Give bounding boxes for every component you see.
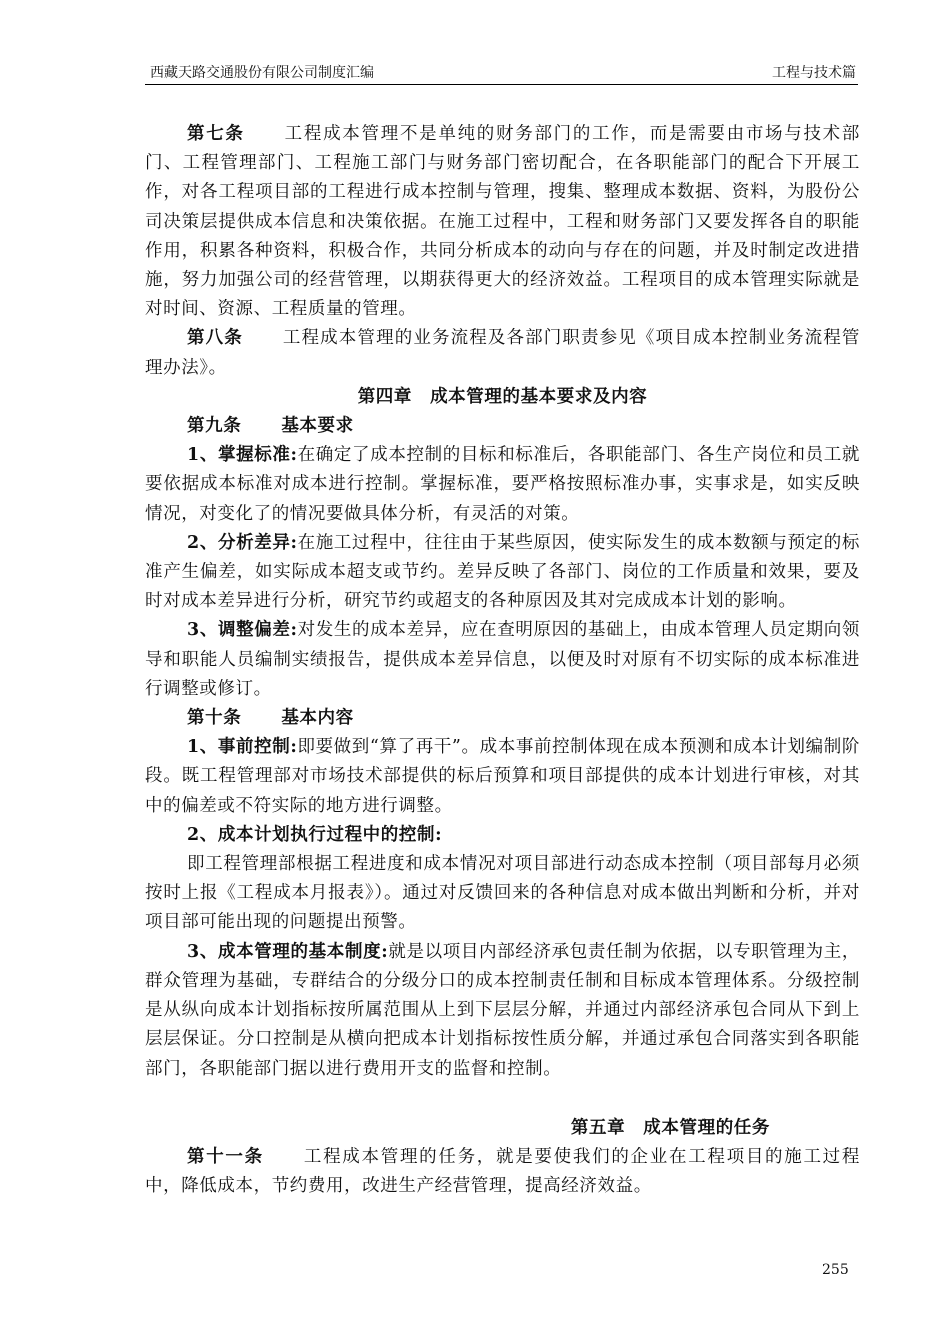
item-label: 1、事前控制: <box>187 737 298 758</box>
article-10-title: 基本内容 <box>281 708 354 729</box>
article-10-item-2-text: 即工程管理部根据工程进度和成本情况对项目部进行动态成本控制（项目部每月必须按时上报《工程成本月报表》）。通过对反馈回来的各种信息对成本做出判断和分析，并对项目部可能出现的问题提出预警。 <box>145 854 860 933</box>
article-11-label: 第十一条 <box>187 1146 264 1167</box>
header-left-title: 西藏天路交通股份有限公司制度汇编 <box>150 65 374 81</box>
chapter-5-title: 第五章 成本管理的任务 <box>570 1117 770 1138</box>
item-label: 3、调整偏差: <box>187 620 298 641</box>
item-label: 3、成本管理的基本制度: <box>187 941 389 962</box>
article-10-item-1 <box>145 733 860 821</box>
article-8-text: 工程成本管理的业务流程及各部门职责参见《项目成本控制业务流程管理办法》。 <box>145 328 860 378</box>
article-8-label: 第八条 <box>187 328 243 349</box>
item-text: 在确定了成本控制的目标和标准后，各职能部门、各生产岗位和员工就要依据成本标准对成本进行控制。掌握标准，要严格按照标准办事，实事求是，如实反映情况，对变化了的情况要做具体分析，有灵活的对策。 <box>145 445 860 524</box>
article-10-item-3 <box>145 938 860 1084</box>
item-text: 对发生的成本差异，应在查明原因的基础上，由成本管理人员定期向领导和职能人员编制实绩报告，提供成本差异信息，以便及时对原有不切实际的成本标准进行调整或修订。 <box>145 620 860 699</box>
item-label: 2、分析差异: <box>187 532 298 553</box>
article-11 <box>145 1143 860 1201</box>
item-text: 在施工过程中，往往由于某些原因，使实际发生的成本数额与预定的标准产生偏差，如实际成本超支或节约。差异反映了各部门、岗位的工作质量和效果，要及时对成本差异进行分析，研究节约或超支的各种原因及其对完成成本计划的影响。 <box>145 532 860 612</box>
item-text: 就是以项目内部经济承包责任制为依据，以专职管理为主，群众管理为基础，专群结合的分级分口的成本控制责任制和目标成本管理体系。分级控制是从纵向成本计划指标按所属范围从上到下层层分解，并通过内部经济承包合同从下到上层层保证。分口控制是从横向把成本计划指标按性质分解，并通过承包合同落实到各职能部门，各职能部门据以进行费用开支的监督和控制。 <box>145 941 860 1079</box>
item-label: 1、掌握标准: <box>187 445 298 466</box>
article-10-heading <box>145 704 860 733</box>
item-text: 即要做到“算了再干”。成本事前控制体现在成本预测和成本计划编制阶段。既工程管理部对市场技术部提供的标后预算和项目部提供的成本计划进行审核，对其中的偏差或不符实际的地方进行调整。 <box>145 737 861 816</box>
article-9-label: 第九条 <box>187 416 242 437</box>
page-number: 255 <box>822 1262 849 1278</box>
article-11-text: 工程成本管理的任务，就是要使我们的企业在工程项目的施工过程中，降低成本，节约费用，改进生产经营管理，提高经济效益。 <box>145 1146 860 1197</box>
header-right-title: 工程与技术篇 <box>772 65 856 81</box>
article-7 <box>145 120 860 324</box>
article-9-title: 基本要求 <box>281 416 354 437</box>
chapter-4-title: 第四章 成本管理的基本要求及内容 <box>357 386 648 407</box>
article-10-label: 第十条 <box>187 708 242 729</box>
article-9-item-3 <box>145 616 860 704</box>
article-7-text: 工程成本管理不是单纯的财务部门的工作，而是需要由市场与技术部门、工程管理部门、工程施工部门与财务部门密切配合，在各职能部门的配合下开展工作，对各工程项目部的工程进行成本控制与管理，搜集、整理成本数据、资料，为股份公司决策层提供成本信息和决策依据。在施工过程中，工程和财务部门又要发挥各自的职能作用，积累各种资料，积极合作，共同分析成本的动向与存在的问题，并及时制定改进措施，努力加强公司的经营管理，以期获得更大的经济效益。工程项目的成本管理实际就是对时间、资源、工程质量的管理。 <box>145 124 860 320</box>
article-9-heading <box>145 412 860 441</box>
article-7-label: 第七条 <box>187 124 245 144</box>
page-header <box>145 62 858 85</box>
article-9-item-2 <box>145 529 860 617</box>
article-10-item-2-label: 2、成本计划执行过程中的控制: <box>187 824 443 845</box>
document-body <box>145 120 860 1201</box>
article-8 <box>145 324 860 382</box>
article-9-item-1 <box>145 441 860 529</box>
